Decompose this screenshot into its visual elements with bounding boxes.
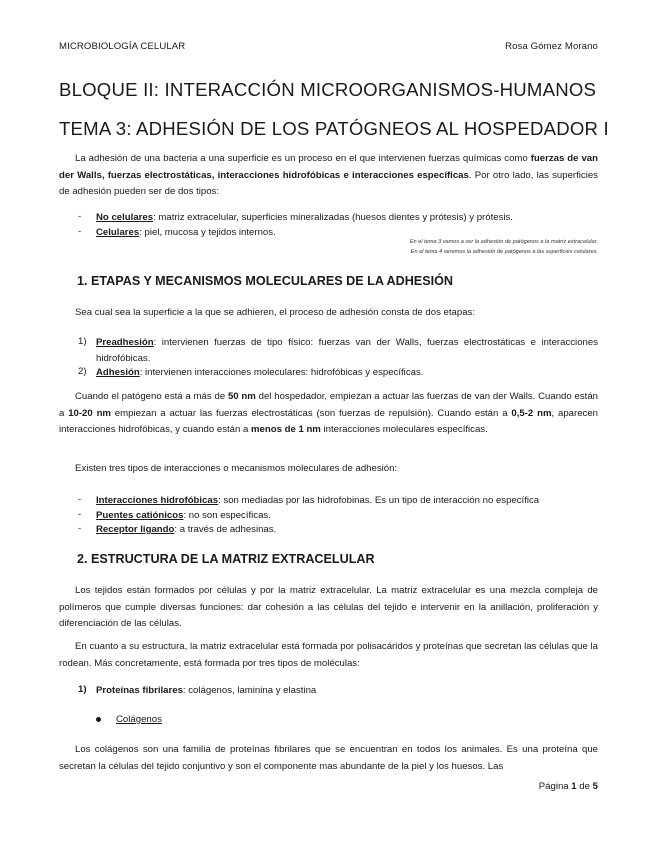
page-footer: Página 1 de 5	[538, 781, 598, 792]
step-preadhesion: Preadhesión: intervienen fuerzas de tipo físico: fuerzas van der Walls, fuerzas electrostáticas e interacciones hidrofóbicas.	[96, 337, 598, 364]
section2-paragraph-3: Los colágenos son una familia de proteínas fibrilares que se encuentran en todos los animales. Es una proteína que secretan la células del tejido conjuntivo y son el componente mas abundante de la piel y los huesos. Las	[59, 744, 598, 772]
list-dash: -	[78, 523, 82, 534]
list-item-celulares: Celulares: piel, mucosa y tejidos internos.	[96, 227, 276, 238]
list-dash: -	[78, 494, 82, 505]
item-number: 1)	[78, 684, 87, 695]
section1-heading: 1. ETAPAS Y MECANISMOS MOLECULARES DE LA ADHESIÓN	[77, 274, 453, 288]
bullet-icon	[96, 717, 101, 722]
mechanism-puentes-cationicos: Puentes catiónicos: no son específicas.	[96, 510, 271, 521]
step-adhesion: Adhesión: intervienen interacciones moleculares: hidrofóbicas y específicas.	[96, 367, 424, 378]
list-dash: -	[78, 211, 82, 222]
side-note-tema4: En el tema 4 veremos la adhesión de patógenos a las superficies celulares.	[410, 249, 598, 255]
side-note-tema3: En el tema 3 vamos a ver la adhesión de patógenos a la matriz extracelular.	[409, 239, 598, 245]
topic-title: TEMA 3: ADHESIÓN DE LOS PATÓGNEOS AL HOSPEDADOR I	[59, 118, 609, 139]
mechanism-hidrofobicas: Interacciones hidrofóbicas: son mediadas por las hidrofobinas. Es un tipo de interacción no específica	[96, 495, 540, 506]
bullet-colagenos: Colágenos	[116, 714, 162, 725]
distance-paragraph: Cuando el patógeno está a más de 50 nm del hospedador, empiezan a actuar las fuerzas de van der Walls. Cuando están a 10-20 nm empiezan a actuar las fuerzas electrostáticas (son fuerzas de repulsión). Cuando están a 0,5-2 nm, aparecen interacciones hidrofóbicas, y cuando están a menos de 1 nm interacciones moleculares específicas.	[59, 391, 598, 436]
intro-paragraph: La adhesión de una bacteria a una superficie es un proceso en el que intervienen fuerzas químicas como fuerzas de van der Walls, fuerzas electrostáticas, interacciones hidrofóbicas e interacciones específicas. Por otro lado, las superficies de adhesión pueden ser de dos tipos:	[59, 153, 598, 198]
section2-heading: 2. ESTRUCTURA DE LA MATRIZ EXTRACELULAR	[77, 552, 375, 566]
list-dash: -	[78, 226, 82, 237]
header-author: Rosa Gómez Morano	[505, 41, 598, 52]
section2-paragraph-1: Los tejidos están formados por células y por la matriz extracelular. La matriz extracelular es una mezcla compleja de polímeros que cumple diversas funciones: dar cohesión a las células del tejido e intervenir en la anillación, proliferación y diferenciación de las células.	[59, 585, 598, 630]
mechanism-receptor-ligando: Receptor ligando: a través de adhesinas.	[96, 524, 277, 535]
section2-paragraph-2: En cuanto a su estructura, la matriz extracelular está formada por polisacáridos y proteínas que secretan las células que la rodean. Más concretamente, está formada por tres tipos de moléculas:	[59, 641, 598, 669]
item-proteinas-fibrilares: Proteínas fibrilares: colágenos, laminina y elastina	[96, 685, 317, 696]
step-number: 2)	[78, 366, 87, 377]
mechanisms-intro: Existen tres tipos de interacciones o mecanismos moleculares de adhesión:	[75, 463, 398, 474]
list-item-no-celulares: No celulares: matriz extracelular, superficies mineralizadas (huesos dientes y prótesis) y prótesis.	[96, 212, 513, 223]
block-title: BLOQUE II: INTERACCIÓN MICROORGANISMOS-HUMANOS	[59, 79, 597, 100]
section1-intro: Sea cual sea la superficie a la que se adhieren, el proceso de adhesión consta de dos etapas:	[75, 307, 476, 318]
step-number: 1)	[78, 336, 87, 347]
header-course: MICROBIOLOGÍA CELULAR	[59, 41, 186, 52]
list-dash: -	[78, 509, 82, 520]
